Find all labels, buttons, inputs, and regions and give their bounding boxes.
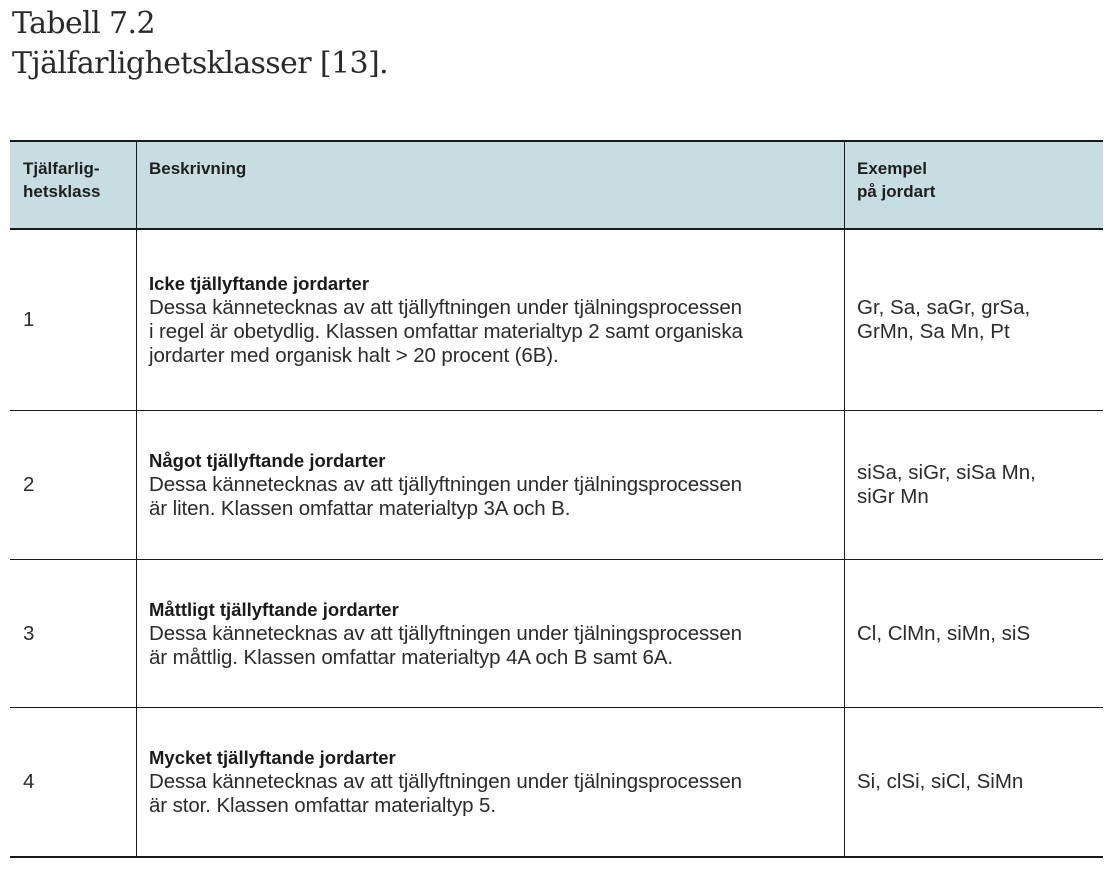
class-cell: 3 — [10, 560, 137, 707]
class-cell: 4 — [10, 708, 137, 856]
example-cell: Gr, Sa, saGr, grSa, GrMn, Sa Mn, Pt — [857, 296, 1031, 343]
table-title: Tjälfarlighetsklasser [13]. — [12, 46, 389, 81]
description-cell: Något tjällyftande jordarter Dessa kännetecknas av att tjällyftningen under tjälningsprocessen är liten. Klassen omfattar materialtyp 3A och B. — [137, 411, 845, 559]
description-title: Måttligt tjällyftande jordarter — [149, 598, 399, 620]
example-cell: Si, clSi, siCl, SiMn — [857, 770, 1024, 793]
description-title: Mycket tjällyftande jordarter — [149, 747, 396, 768]
frost-class-table — [10, 140, 1103, 858]
table-row — [10, 411, 1103, 560]
table-row — [10, 708, 1103, 858]
description-cell: Mycket tjällyftande jordarter Dessa kännetecknas av att tjällyftningen under tjälningsprocessen är stor. Klassen omfattar materialtyp 5. — [137, 708, 845, 856]
example-cell: Cl, ClMn, siMn, siS — [857, 621, 1031, 645]
description-title: Något tjällyftande jordarter — [149, 450, 386, 471]
header-example: Exempel på jordart — [857, 159, 936, 201]
description-cell: Måttligt tjällyftande jordarter Dessa kännetecknas av att tjällyftningen under tjälningsprocessen är måttlig. Klassen omfattar materialtyp 4A och B samt 6A. — [137, 560, 845, 707]
class-cell: 2 — [10, 411, 137, 559]
table-row — [10, 230, 1103, 411]
table-row — [10, 560, 1103, 708]
header-class: Tjälfarlig- hetsklass — [10, 142, 137, 228]
description-title: Icke tjällyftande jordarter — [149, 273, 370, 294]
example-cell: siSa, siGr, siSa Mn, siGr Mn — [857, 461, 1036, 508]
table-header-row — [10, 140, 1103, 230]
class-cell: 1 — [10, 230, 137, 410]
table-caption — [12, 4, 388, 84]
table-number: Tabell 7.2 — [12, 6, 155, 41]
header-description: Beskrivning — [137, 142, 845, 228]
description-cell: Icke tjällyftande jordarter Dessa kännetecknas av att tjällyftningen under tjälningsprocessen i regel är obetydlig. Klassen omfattar materialtyp 2 samt organiska jordarter med organisk halt > 20 procent (6B). — [137, 230, 845, 410]
